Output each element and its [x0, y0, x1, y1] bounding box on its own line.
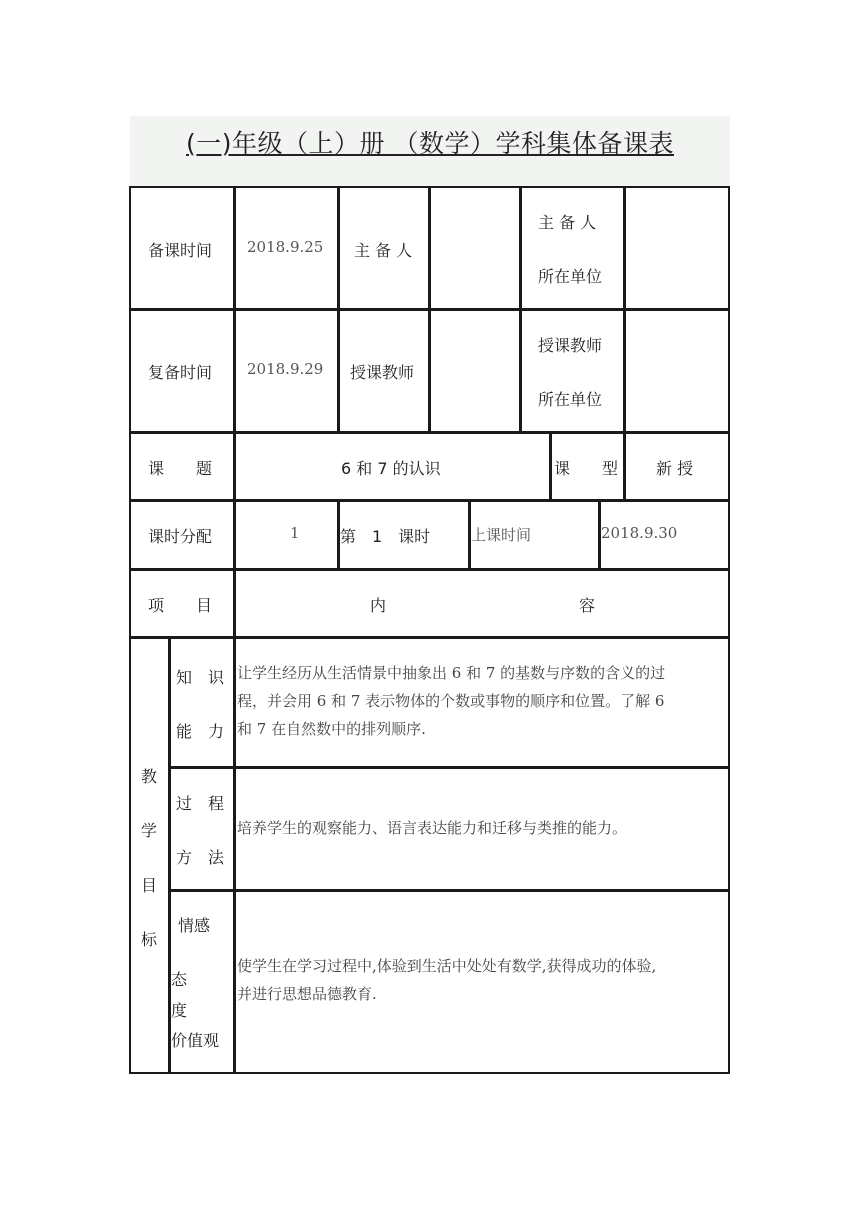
item-label: 项 目: [148, 596, 213, 615]
knowledge-text: [237, 659, 727, 743]
prep-label: 备课时间: [148, 241, 213, 260]
cell-main-unit-value: [624, 186, 730, 310]
teacher-unit-label-1: 授课教师: [538, 336, 603, 355]
content-header-a: 内: [370, 596, 387, 615]
objectives-side-2: 学: [141, 821, 158, 840]
process-label-2: 方 法: [176, 848, 225, 867]
objectives-side-1: 教: [141, 767, 158, 786]
emotion-label-1: 情感: [178, 916, 211, 935]
knowledge-line-3: 和 7 在自然数中的排列顺序.: [237, 720, 426, 738]
cell-process-label: [169, 767, 235, 891]
period-which: 第 1 课时: [340, 527, 431, 546]
cell-teacher-value: [429, 309, 521, 433]
period-count: 1: [290, 524, 300, 542]
main-unit-label-2: 所在单位: [538, 267, 603, 286]
cell-period-count: [234, 500, 339, 570]
reprep-label: 复备时间: [148, 363, 213, 382]
prep-date: 2018.9.25: [247, 238, 324, 256]
reprep-date: 2018.9.29: [247, 360, 324, 378]
type-label: 课 型: [554, 459, 619, 478]
process-label-1: 过 程: [176, 794, 225, 813]
knowledge-label-2: 能 力: [176, 722, 225, 741]
class-time-label: 上课时间: [471, 526, 532, 544]
topic-label: 课 题: [148, 459, 213, 478]
class-time-value: 2018.9.30: [601, 524, 678, 542]
cell-main-unit-label: [520, 186, 625, 310]
knowledge-line-2: 程，并会用 6 和 7 表示物体的个数或事物的顺序和位置。了解 6: [237, 692, 665, 710]
page-title: (一)年级（上）册 （数学）学科集体备课表: [186, 129, 674, 158]
emotion-line-1: 使学生在学习过程中,体验到生活中处处有数学,获得成功的体验,: [237, 957, 657, 975]
knowledge-label-1: 知 识: [176, 668, 225, 687]
emotion-line-2: 并进行思想品德教育.: [237, 985, 377, 1003]
title-band: [130, 116, 730, 186]
cell-content-header: [234, 569, 730, 638]
content-header-b: 容: [579, 596, 596, 615]
emotion-label-3: 度: [171, 1001, 188, 1020]
teacher-label: 授课教师: [350, 363, 415, 382]
main-preparer-label: 主 备 人: [354, 241, 413, 260]
process-text: 培养学生的观察能力、语言表达能力和迁移与类推的能力。: [237, 819, 628, 837]
objectives-side-4: 标: [141, 930, 158, 949]
cell-knowledge-label: [169, 637, 235, 768]
main-unit-label-1: 主 备 人: [538, 213, 597, 232]
emotion-text: [237, 952, 729, 1008]
cell-main-value: [429, 186, 521, 310]
cell-teacher-unit-value: [624, 309, 730, 433]
type-value: 新 授: [656, 459, 694, 478]
period-label: 课时分配: [148, 527, 213, 546]
emotion-label-4: 价值观: [171, 1031, 220, 1050]
cell-objectives-side: [129, 637, 170, 1074]
cell-teacher-unit-label: [520, 309, 625, 433]
objectives-side-3: 目: [141, 876, 158, 895]
topic-value: 6 和 7 的认识: [341, 459, 441, 478]
emotion-label-2: 态: [171, 970, 188, 989]
knowledge-line-1: 让学生经历从生活情景中抽象出 6 和 7 的基数与序数的含义的过: [237, 664, 666, 682]
teacher-unit-label-2: 所在单位: [538, 390, 603, 409]
